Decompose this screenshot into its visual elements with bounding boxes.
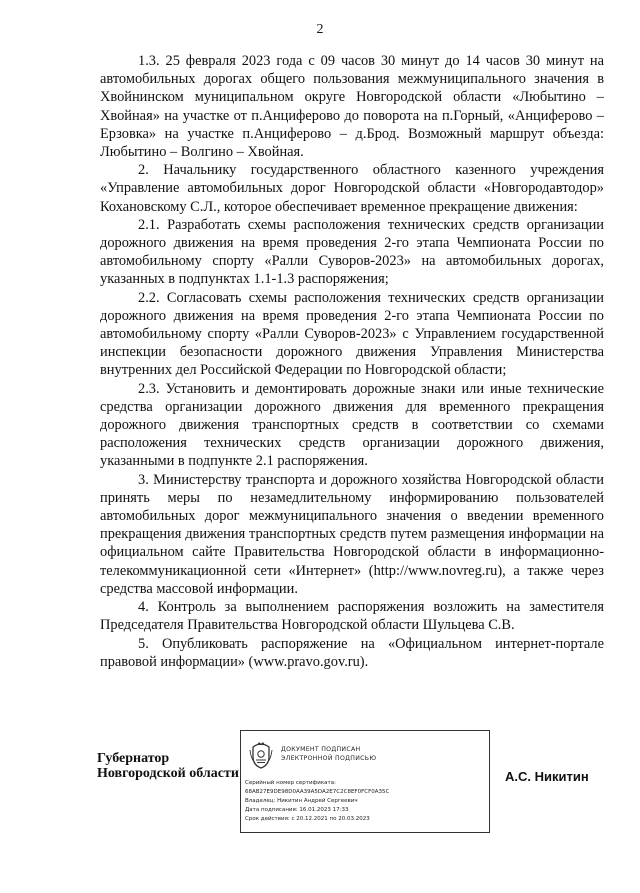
signature-block <box>0 730 640 840</box>
paragraph-3: 3. Министерству транспорта и дорожного хозяйства Новгородской области принять меры по незамедлительному информированию пользователей автомобильных дорог межмуниципального значения о введении временного прекращения движения транспортных средств путем размещения информации на официальном сайте Правительства Новгородской области в информационно-телекоммуникационной сети «Интернет» (http://www.novreg.ru), а также через средства массовой информации. <box>100 471 604 597</box>
paragraph-2-3: 2.3. Установить и демонтировать дорожные знаки или иные технические средства организации дорожного движения для временного прекращения дорожного движения транспортных средств в соответствии со схемами расположения технических средств организации дорожного движения, указанными в подпункте 2.1 распоряжения. <box>100 380 604 470</box>
stamp-heading-line2: ЭЛЕКТРОННОЙ ПОДПИСЬЮ <box>281 755 377 762</box>
stamp-owner: Владелец: Никитин Андрей Сергеевич <box>245 798 358 804</box>
document-body <box>100 52 604 671</box>
stamp-heading <box>281 745 481 763</box>
paragraph-2-2: 2.2. Согласовать схемы расположения технических средств организации дорожного движения на время проведения 2-го этапа Чемпионата России по автомобильному спорту «Ралли Суворов-2023» с Управлением государственной инспекции безопасности дорожного движения Управления Министерства внутренних дел Российской Федерации по Новгородской области; <box>100 289 604 379</box>
signatory-name: А.С. Никитин <box>505 769 589 784</box>
stamp-heading-line1: ДОКУМЕНТ ПОДПИСАН <box>281 746 361 753</box>
stamp-validity: Срок действия: с 20.12.2021 по 20.03.2023 <box>245 816 370 822</box>
paragraph-2-1: 2.1. Разработать схемы расположения технических средств организации дорожного движения на время проведения 2-го этапа Чемпионата России по автомобильному спорту «Ралли Суворов-2023» на автомобильных дорогах, указанных в подпунктах 1.1-1.3 распоряжения; <box>100 216 604 288</box>
paragraph-5: 5. Опубликовать распоряжение на «Официальном интернет-портале правовой информации» (www.pravo.gov.ru). <box>100 635 604 670</box>
stamp-cert-label: Серийный номер сертификата: <box>245 780 336 786</box>
stamp-signed-date: Дата подписания: 16.01.2023 17:33 <box>245 807 349 813</box>
page-number: 2 <box>316 22 324 37</box>
paragraph-4: 4. Контроль за выполнением распоряжения возложить на заместителя Председателя Правительства Новгородской области Шульцева С.В. <box>100 599 604 634</box>
electronic-signature-stamp <box>240 730 490 833</box>
signatory-title-line2: Новгородской области <box>97 766 239 781</box>
stamp-cert-number: 68AB27E9DE98D0AA39A5DA2E7C2C8EF0FCF0A35C <box>245 789 390 795</box>
paragraph-1-3: 1.3. 25 февраля 2023 года с 09 часов 30 минут до 14 часов 30 минут на автомобильных дорогах общего пользования межмуниципального значения в Хвойнинском муниципальном округе Новгородской области «Любытино – Хвойная» на участке от п.Анциферово до поворота на п.Горный, «Анциферово – Ерзовка» на участке п.Анциферово – д.Брод. Возможный маршрут объезда: Любытино – Волгино – Хвойная. <box>100 53 604 161</box>
signatory-title <box>97 751 239 781</box>
signatory-title-line1: Губернатор <box>97 751 170 766</box>
paragraph-2: 2. Начальнику государственного областного казенного учреждения «Управление автомобильных дорог Новгородской области «Новгородавтодор» Кохановскому С.Л., которое обеспечивает временное прекращение движения: <box>100 162 604 215</box>
coat-of-arms-icon <box>249 739 273 769</box>
